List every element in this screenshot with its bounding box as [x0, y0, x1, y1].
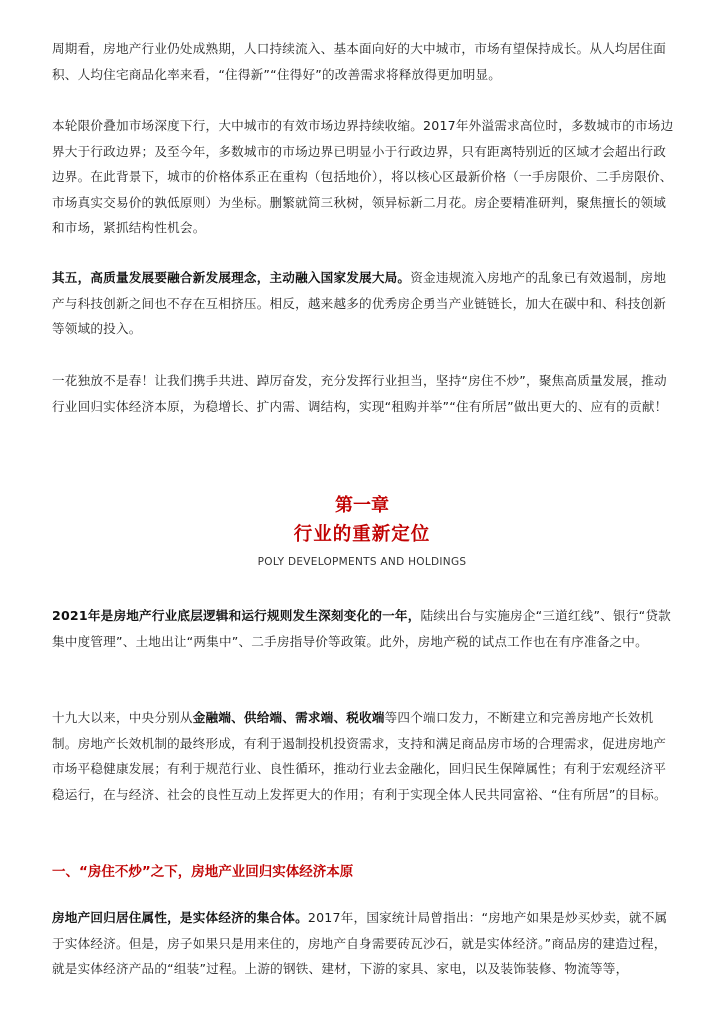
chapter-subtitle: POLY DEVELOPMENTS AND HOLDINGS: [257, 556, 467, 568]
paragraph-text: 本轮限价叠加市场深度下行，大中城市的有效市场边界持续收缩。2017年外溢需求高位时，多数城市的市场边界大于行政边界；及至今年，多数城市的市场边界已明显小于行政边界，只有距离特别近的区域才会超出行政边界。在此背景下，城市的价格体系正在重构（包括地价），将以核心区最新价格（一手房限价、二手房限价、市场真实交易价的孰低原则）为坐标。删繁就简三秋树，领异标新二月花。房企要精准研判，聚焦擅长的领域和市场，紧抓结构性机会。: [52, 118, 674, 235]
paragraph-text: 陆续出台与实施房企“三道红线”、银行“贷款集中度管理”、土地出让“两集中”、二手房指导价等政策。此外，房地产税的试点工作也在有序准备之中。: [52, 608, 671, 649]
paragraph-bold-lead: 2021年是房地产行业底层逻辑和运行规则发生深刻变化的一年，: [52, 608, 421, 623]
chapter-title: 行业的重新定位: [293, 524, 431, 545]
section-heading: 一、“房住不炒”之下，房地产业回归实体经济本原: [52, 864, 354, 880]
paragraph-bold-emphasis: 金融端、供给端、需求端、税收端: [192, 710, 385, 725]
paragraph-text: 十九大以来，中央分别从: [52, 710, 193, 725]
paragraph-high-quality-development: [52, 265, 674, 342]
chapter-label: 第一章: [335, 495, 389, 516]
paragraph-2021-policy: [52, 603, 674, 654]
paragraph-text: 一花独放不是春！让我们携手共进、踔厉奋发，充分发挥行业担当，坚持“房住不炒”，聚焦高质量发展，推动行业回归实体经济本原，为稳增长、扩内需、调结构，实现“租购并举”“住有所居”做出更大的、应有的贡献！: [52, 373, 668, 414]
paragraph-text: 资金违规流入房地产的乱象已有效遏制，房地产与科技创新之间也不存在互相挤压。相反，越来越多的优秀房企勇当产业链链长，加大在碳中和、科技创新等领域的投入。: [52, 270, 667, 336]
paragraph-market-boundary: [52, 113, 674, 241]
paragraph-text: 周期看，房地产行业仍处成熟期，人口持续流入、基本面向好的大中城市，市场有望保持成长。从人均居住面积、人均住宅商品化率来看，“住得新”“住得好”的改善需求将释放得更加明显。: [52, 41, 667, 82]
paragraph-bold-lead: 其五，高质量发展要融合新发展理念，主动融入国家发展大局。: [52, 270, 411, 285]
paragraph-bold-lead: 房地产回归居住属性，是实体经济的集合体。: [52, 910, 308, 925]
paragraph-closing-call: [52, 368, 674, 419]
paragraph-text: 2017年，国家统计局曾指出：“房地产如果是炒买炒卖，就不属于实体经济。但是，房子如果只是用来住的，房地产自身需要砖瓦沙石，就是实体经济。”商品房的建造过程，就是实体经济产品的“组装”过程。上游的钢铁、建材，下游的家具、家电，以及装饰装修、物流等等，: [52, 910, 668, 976]
paragraph-real-economy: [52, 905, 674, 982]
paragraph-long-term-mechanism: [52, 705, 674, 807]
paragraph-text: 等四个端口发力，不断建立和完善房地产长效机制。房地产长效机制的最终形成，有利于遏制投机投资需求，支持和满足商品房市场的合理需求，促进房地产市场平稳健康发展；有利于规范行业、良性循环，推动行业去金融化，回归民生保障属性；有利于宏观经济平稳运行，在与经济、社会的良性互动上发挥更大的作用；有利于实现全体人民共同富裕、“住有所居”的目标。: [52, 710, 667, 802]
paragraph-market-cycle: [52, 36, 674, 87]
